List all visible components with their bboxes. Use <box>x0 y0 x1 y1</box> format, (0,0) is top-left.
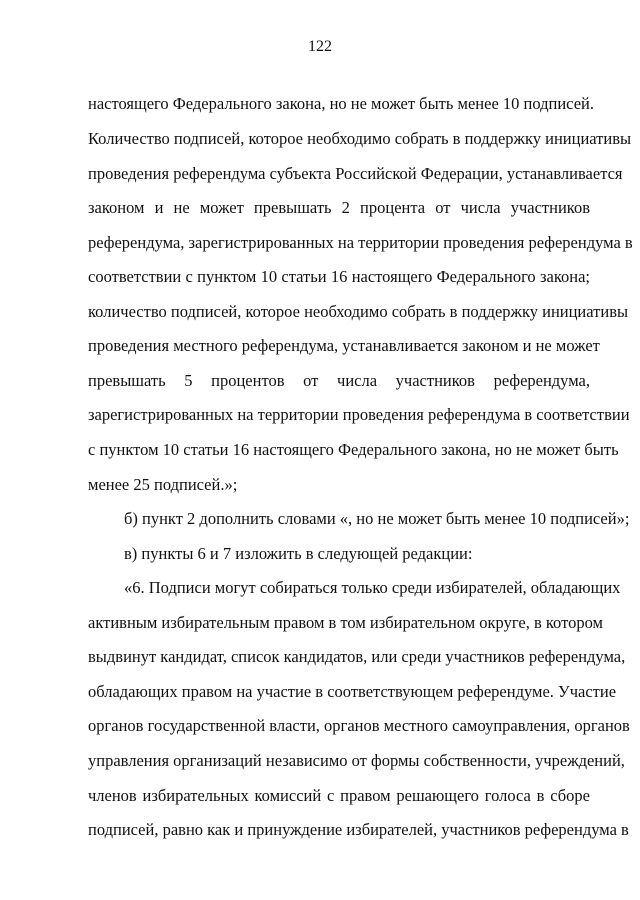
text-line: активным избирательным правом в том избирательном округе, в котором <box>88 613 603 632</box>
text-line: б) пункт 2 дополнить словами «, но не может быть менее 10 подписей»; <box>124 509 630 528</box>
text-line: органов государственной власти, органов местного самоуправления, органов <box>88 716 630 735</box>
text-line: подписей, равно как и принуждение избирателей, участников референдума в <box>88 820 629 839</box>
text-line: соответствии с пунктом 10 статьи 16 настоящего Федерального закона; <box>88 267 590 286</box>
text-line: проведения референдума субъекта Российской Федерации, устанавливается <box>88 164 623 183</box>
text-line: настоящего Федерального закона, но не может быть менее 10 подписей. <box>88 94 594 113</box>
text-line: выдвинут кандидат, список кандидатов, или среди участников референдума, <box>88 647 626 666</box>
text-line: управления организаций независимо от формы собственности, учреждений, <box>88 751 625 770</box>
text-line: количество подписей, которое необходимо собрать в поддержку инициативы <box>88 302 629 321</box>
text-line: превышать 5 процентов от числа участников референдума, <box>88 371 590 390</box>
text-line: с пунктом 10 статьи 16 настоящего Федерального закона, но не может быть <box>88 440 619 459</box>
text-line: референдума, зарегистрированных на территории проведения референдума в <box>88 233 633 252</box>
text-line: законом и не может превышать 2 процента от числа участников <box>88 198 590 217</box>
page-number: 122 <box>308 38 332 55</box>
text-line: Количество подписей, которое необходимо собрать в поддержку инициативы <box>88 129 632 148</box>
text-line: обладающих правом на участие в соответствующем референдуме. Участие <box>88 682 617 701</box>
text-line: в) пункты 6 и 7 изложить в следующей редакции: <box>124 544 473 563</box>
text-line: членов избирательных комиссий с правом решающего голоса в сборе <box>88 786 590 805</box>
text-line: «6. Подписи могут собираться только среди избирателей, обладающих <box>124 578 621 597</box>
text-line: зарегистрированных на территории проведения референдума в соответствии <box>88 405 630 424</box>
text-line: проведения местного референдума, устанавливается законом и не может <box>88 336 600 355</box>
text-line: менее 25 подписей.»; <box>88 475 238 494</box>
